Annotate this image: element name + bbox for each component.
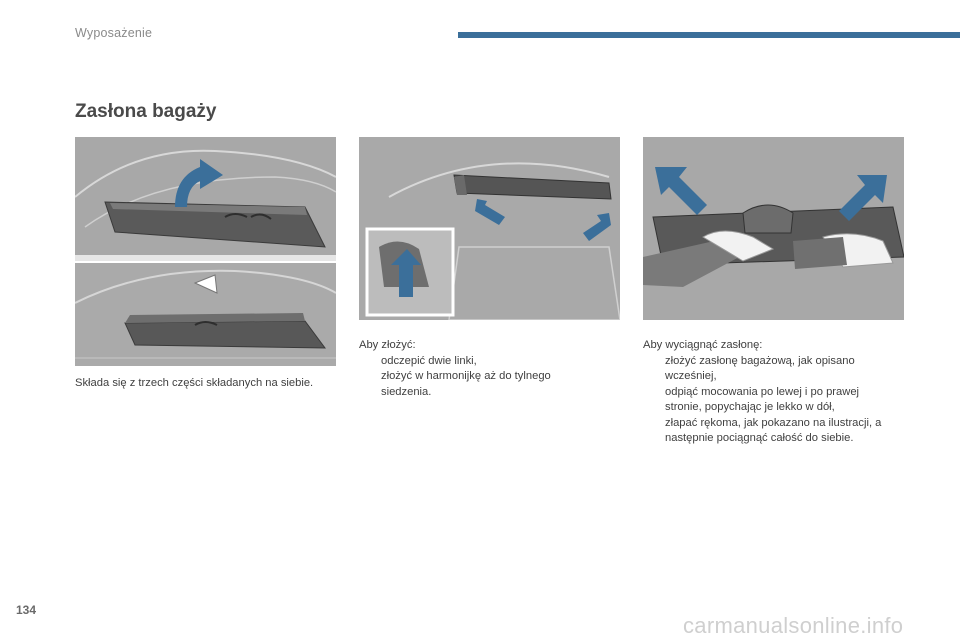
illustration-remove-cover [643, 137, 904, 320]
remove-intro: Aby wyciągnąć zasłonę: [643, 339, 763, 351]
page-number: 134 [16, 603, 37, 617]
fold-steps [359, 354, 589, 401]
list-item: złożyć zasłonę bagażową, jak opisano wcześniej, [665, 354, 855, 382]
column-2-text [359, 338, 589, 400]
fold-intro: Aby złożyć: [359, 339, 416, 351]
watermark[interactable]: carmanualsonline.info [683, 613, 904, 638]
illustration-fold-cover [359, 137, 620, 320]
list-item: odpiąć mocowania po lewej i po prawej stronie, popychając je lekko w dół, [665, 385, 860, 413]
page-title: Zasłona bagaży [75, 101, 217, 122]
section-label: Wyposażenie [75, 26, 153, 40]
description-text: Składa się z trzech części składanych na siebie. [75, 377, 314, 389]
column-1-text [75, 376, 315, 392]
column-3-text [643, 338, 893, 447]
list-item: złożyć w harmonijkę aż do tylnego siedzenia. [381, 370, 551, 398]
list-item: złapać rękoma, jak pokazano na ilustracji, a następnie pociągnąć całość do siebie. [665, 416, 882, 444]
illustration-cover-folded [75, 263, 336, 366]
illustration-cover-unfolded [75, 137, 336, 261]
remove-steps [643, 354, 893, 447]
list-item: odczepić dwie linki, [381, 354, 477, 367]
header-accent-bar [458, 32, 960, 38]
